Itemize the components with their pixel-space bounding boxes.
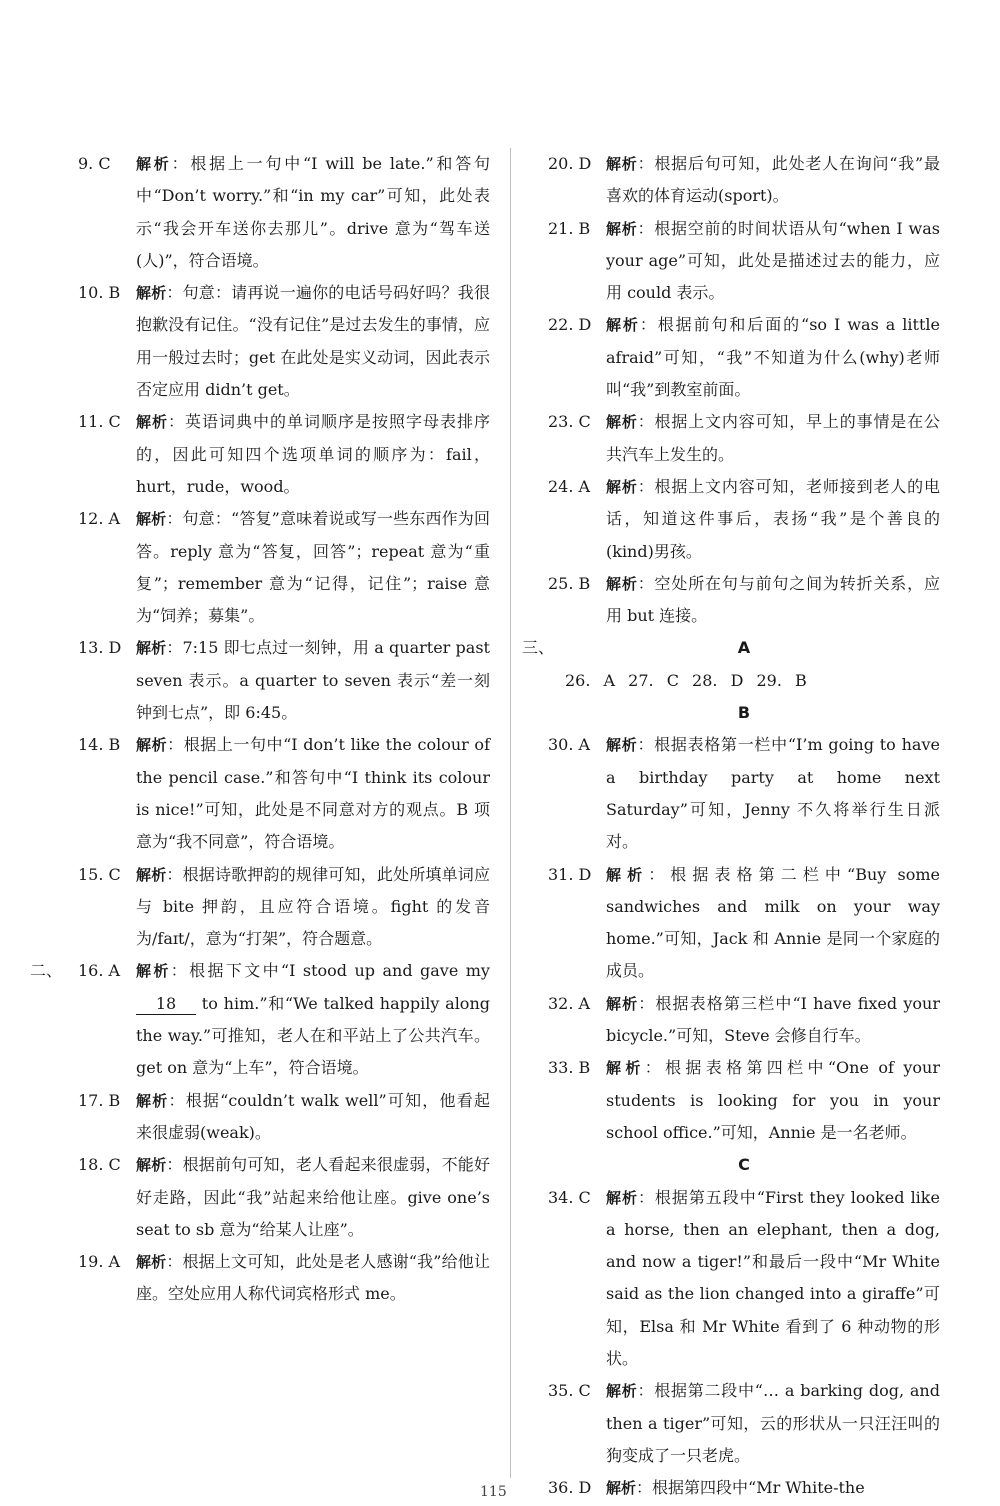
keyword-label: 解析 (606, 1059, 645, 1078)
explanation: 根据上文内容可知，早上的事情是在公共汽车上发生的。 (606, 412, 940, 464)
keyword-label: 解析 (136, 155, 172, 173)
explanation: 根据第四段中“Mr White-the (652, 1478, 865, 1498)
question-number: 23. C (548, 412, 591, 432)
keyword-label: 解析 (606, 413, 638, 432)
question-number: 22. D (548, 315, 592, 335)
keyword-label: 解析 (606, 316, 640, 335)
keyword-label: 解析 (606, 219, 638, 238)
section-label: 二、 (30, 961, 63, 981)
question-23: 23. C 解析：根据上文内容可知，早上的事情是在公共汽车上发生的。 (548, 406, 940, 471)
keyword-label: 解析 (606, 1188, 638, 1207)
blank-reference: 18 (136, 994, 196, 1015)
explanation: 根据后句可知，此处老人在询问“我”最喜欢的体育运动(sport)。 (606, 154, 940, 206)
question-number: 18. C (78, 1155, 121, 1175)
explanation-part-2: to him.”和“We talked happily along the way.”可推知，老人在和平站上了公共汽车。get on 意为“上车”，符合语境。 (136, 993, 490, 1078)
explanation: 英语词典中的单词顺序是按照字母表排序的，因此可知四个选项单词的顺序为：fail，hurt，rude，wood。 (136, 412, 490, 496)
question-13: 13. D 解析：7:15 即七点过一刻钟，用 a quarter past seven 表示。a quarter to seven 表示“差一刻钟到七点”，即 6:45。 (78, 632, 490, 729)
explanation: 空处所在句与前句之间为转折关系，应用 but 连接。 (606, 573, 940, 626)
explanation: 根据上文可知，此处是老人感谢“我”给他让座。空处应用人称代词宾格形式 me。 (136, 1252, 490, 1304)
keyword-label: 解析 (606, 994, 639, 1013)
question-31: 31. D 解析：根据表格第二栏中“Buy some sandwiches and milk on your way home.”可知，Jack 和 Annie 是同一个家庭的成员。 (548, 859, 940, 988)
question-9: 9. C 解析：根据上一句中“I will be late.”和答句中“Don’t worry.”和“in my car”可知，此处表示“我会开车送你去那儿”。drive 意为“驾车送(人)”，符合语境。 (78, 148, 490, 277)
question-14: 14. B 解析：根据上一句中“I don’t like the colour of the pencil case.”和答句中“I think its colour is nice!”可知，此处是不同意对方的观点。B 项意为“我不同意”，符合语境。 (78, 729, 490, 858)
question-18: 18. C 解析：根据前句可知，老人看起来很虚弱，不能好好走路，因此“我”站起来给他让座。give one’s seat to sb 意为“给某人让座”。 (78, 1149, 490, 1246)
question-25: 25. B 解析：空处所在句与前句之间为转折关系，应用 but 连接。 (548, 568, 940, 633)
question-11: 11. C 解析：英语词典中的单词顺序是按照字母表排序的，因此可知四个选项单词的顺序为：fail，hurt，rude，wood。 (78, 406, 490, 503)
explanation: 根据空前的时间状语从句“when I was your age”可知，此处是描述过去的能力，应用 could 表示。 (606, 218, 940, 303)
question-number: 31. D (548, 864, 592, 884)
explanation: 根据上一句中“I will be late.”和答句中“Don’t worry.”和“in my car”可知，此处表示“我会开车送你去那儿”。drive 意为“驾车送(人)”，符合语境。 (136, 154, 490, 270)
explanation: 7:15 即七点过一刻钟，用 a quarter past seven 表示。a quarter to seven 表示“差一刻钟到七点”，即 6:45。 (136, 638, 490, 723)
explanation: 根据诗歌押韵的规律可知，此处所填单词应与 bite 押韵，且应符合语境。fight 的发音为/faɪt/，意为“打架”，符合题意。 (136, 864, 490, 949)
question-number: 20. D (548, 154, 592, 173)
keyword-label: 解析 (136, 1156, 167, 1175)
section-label: 三、 (522, 638, 555, 658)
explanation: 根据上文内容可知，老师接到老人的电话，知道这件事后，表扬“我”是个善良的(kind)男孩。 (606, 476, 940, 561)
question-number: 35. C (548, 1381, 591, 1401)
keyword-label: 解析 (136, 736, 168, 755)
question-number: 10. B (78, 283, 121, 303)
explanation: 根据前句可知，老人看起来很虚弱，不能好好走路，因此“我”站起来给他让座。give one’s seat to sb 意为“给某人让座”。 (136, 1155, 490, 1239)
question-number: 19. A (78, 1252, 121, 1272)
explanation: 根据表格第三栏中“I have fixed your bicycle.”可知，Steve 会修自行车。 (606, 993, 940, 1046)
explanation: 根据表格第四栏中“One of your students is looking for you in your school office.”可知，Annie 是一名老师。 (606, 1058, 940, 1142)
keyword-label: 解析 (136, 962, 171, 981)
keyword-label: 解析 (606, 736, 638, 755)
question-number: 32. A (548, 993, 591, 1013)
explanation-part-1: 根据下文中“I stood up and gave my (189, 961, 490, 981)
keyword-label: 解析 (136, 284, 167, 303)
question-32: 32. A 解析：根据表格第三栏中“I have fixed your bicycle.”可知，Steve 会修自行车。 (548, 988, 940, 1053)
keyword-label: 解析 (136, 510, 167, 529)
keyword-label: 解析 (136, 865, 167, 884)
keyword-label: 解析 (606, 865, 649, 884)
keyword-label: 解析 (606, 1382, 638, 1401)
question-15: 15. C 解析：根据诗歌押韵的规律可知，此处所填单词应与 bite 押韵，且应符合语境。fight 的发音为/faɪt/，意为“打架”，符合题意。 (78, 859, 490, 956)
keyword-label: 解析 (606, 574, 638, 593)
question-10: 10. B 解析：句意：请再说一遍你的电话号码好吗？我很抱歉没有记住。“没有记住”是过去发生的事情，应用一般过去时；get 在此处是实义动词，因此表示否定应用 didn’t get。 (78, 277, 490, 406)
question-number: 13. D (78, 638, 122, 658)
question-number: 9. C (78, 154, 111, 173)
question-number: 25. B (548, 573, 591, 593)
question-35: 35. C 解析：根据第二段中“… a barking dog, and then a tiger”可知，云的形状从一只汪汪叫的狗变成了一只老虎。 (548, 1375, 940, 1472)
question-16: 二、 16. A 解析：根据下文中“I stood up and gave my 18 to him.”和“We talked happily along the way.”可推知，老人在和平站上了公共汽车。get on 意为“上车”，符合语境。 (78, 955, 490, 1084)
explanation: 根据第五段中“First they looked like a horse, then an elephant, then a dog, and now a tiger!”和最后一段中“Mr White said as the lion changed into a giraffe”可知，Elsa 和 Mr White 看到了 6 种动物的形状。 (606, 1187, 940, 1368)
page-number: 115 (480, 1484, 507, 1500)
question-number: 24. A (548, 476, 591, 496)
question-34: 34. C 解析：根据第五段中“First they looked like a horse, then an elephant, then a dog, and now a tiger!”和最后一段中“Mr White said as the lion changed into a giraffe”可知，Elsa 和 Mr White 看到了 6 种动物的形状。 (548, 1182, 940, 1376)
part-a-answers: 26. A 27. C 28. D 29. B (565, 670, 807, 690)
keyword-label: 解析 (606, 155, 638, 173)
question-number: 11. C (78, 412, 121, 432)
explanation: 根据上一句中“I don’t like the colour of the pencil case.”和答句中“I think its colour is nice!”可知，此处是不同意对方的观点。B 项意为“我不同意”，符合语境。 (136, 735, 490, 852)
explanation: 句意：请再说一遍你的电话号码好吗？我很抱歉没有记住。“没有记住”是过去发生的事情，应用一般过去时；get 在此处是实义动词，因此表示否定应用 didn’t get。 (136, 283, 490, 400)
part-b-title: B (737, 703, 751, 723)
right-column (522, 148, 940, 1504)
keyword-label: 解析 (136, 639, 167, 658)
question-number: 14. B (78, 735, 121, 755)
explanation: 句意：“答复”意味着说或写一些东西作为回答。reply 意为“答复，回答”；repeat 意为“重复”；remember 意为“记得，记住”；raise 意为“饲养；募集”。 (136, 509, 490, 626)
question-20: 20. D 解析：根据后句可知，此处老人在询问“我”最喜欢的体育运动(sport)。 (548, 148, 940, 213)
question-33: 33. B 解析：根据表格第四栏中“One of your students is looking for you in your school office.”可知，Annie 是一名老师。 (548, 1052, 940, 1149)
explanation: 根据第二段中“… a barking dog, and then a tiger”可知，云的形状从一只汪汪叫的狗变成了一只老虎。 (606, 1381, 940, 1465)
question-22: 22. D 解析：根据前句和后面的“so I was a little afraid”可知，“我”不知道为什么(why)老师叫“我”到教室前面。 (548, 309, 940, 406)
question-number: 30. A (548, 735, 591, 755)
question-number: 17. B (78, 1090, 121, 1110)
part-c-title: C (738, 1155, 750, 1175)
left-column (30, 148, 490, 1311)
explanation: 根据前句和后面的“so I was a little afraid”可知，“我”不知道为什么(why)老师叫“我”到教室前面。 (606, 315, 940, 400)
question-12: 12. A 解析：句意：“答复”意味着说或写一些东西作为回答。reply 意为“答复，回答”；repeat 意为“重复”；remember 意为“记得，记住”；raise 意为“饲养；募集”。 (78, 503, 490, 632)
question-21: 21. B 解析：根据空前的时间状语从句“when I was your age”可知，此处是描述过去的能力，应用 could 表示。 (548, 213, 940, 310)
question-17: 17. B 解析：根据“couldn’t walk well”可知，他看起来很虚弱(weak)。 (78, 1085, 490, 1150)
explanation: 根据“couldn’t walk well”可知，他看起来很虚弱(weak)。 (136, 1090, 490, 1142)
part-a-title: A (737, 638, 751, 658)
keyword-label: 解析 (606, 477, 638, 496)
question-number: 34. C (548, 1187, 591, 1207)
question-number: 16. A (78, 961, 121, 981)
question-number: 36. D (548, 1478, 592, 1498)
section-3-header (522, 632, 940, 664)
keyword-label: 解析 (136, 1253, 167, 1272)
column-divider (510, 148, 511, 1478)
question-36: 36. D 解析：根据第四段中“Mr White-the (548, 1472, 940, 1504)
keyword-label: 解析 (606, 1479, 637, 1498)
question-30: 30. A 解析：根据表格第一栏中“I’m going to have a birthday party at home next Saturday”可知，Jenny 不久将举行生日派对。 (548, 729, 940, 858)
question-number: 21. B (548, 218, 591, 238)
question-number: 12. A (78, 509, 121, 529)
question-24: 24. A 解析：根据上文内容可知，老师接到老人的电话，知道这件事后，表扬“我”是个善良的(kind)男孩。 (548, 471, 940, 568)
explanation: 根据表格第一栏中“I’m going to have a birthday party at home next Saturday”可知，Jenny 不久将举行生日派对。 (606, 735, 940, 852)
question-number: 33. B (548, 1058, 591, 1078)
keyword-label: 解析 (136, 1091, 169, 1110)
question-number: 15. C (78, 864, 121, 884)
explanation: 根据表格第二栏中“Buy some sandwiches and milk on your way home.”可知，Jack 和 Annie 是同一个家庭的成员。 (606, 864, 940, 981)
keyword-label: 解析 (136, 413, 168, 432)
question-19: 19. A 解析：根据上文可知，此处是老人感谢“我”给他让座。空处应用人称代词宾格形式 me。 (78, 1246, 490, 1311)
